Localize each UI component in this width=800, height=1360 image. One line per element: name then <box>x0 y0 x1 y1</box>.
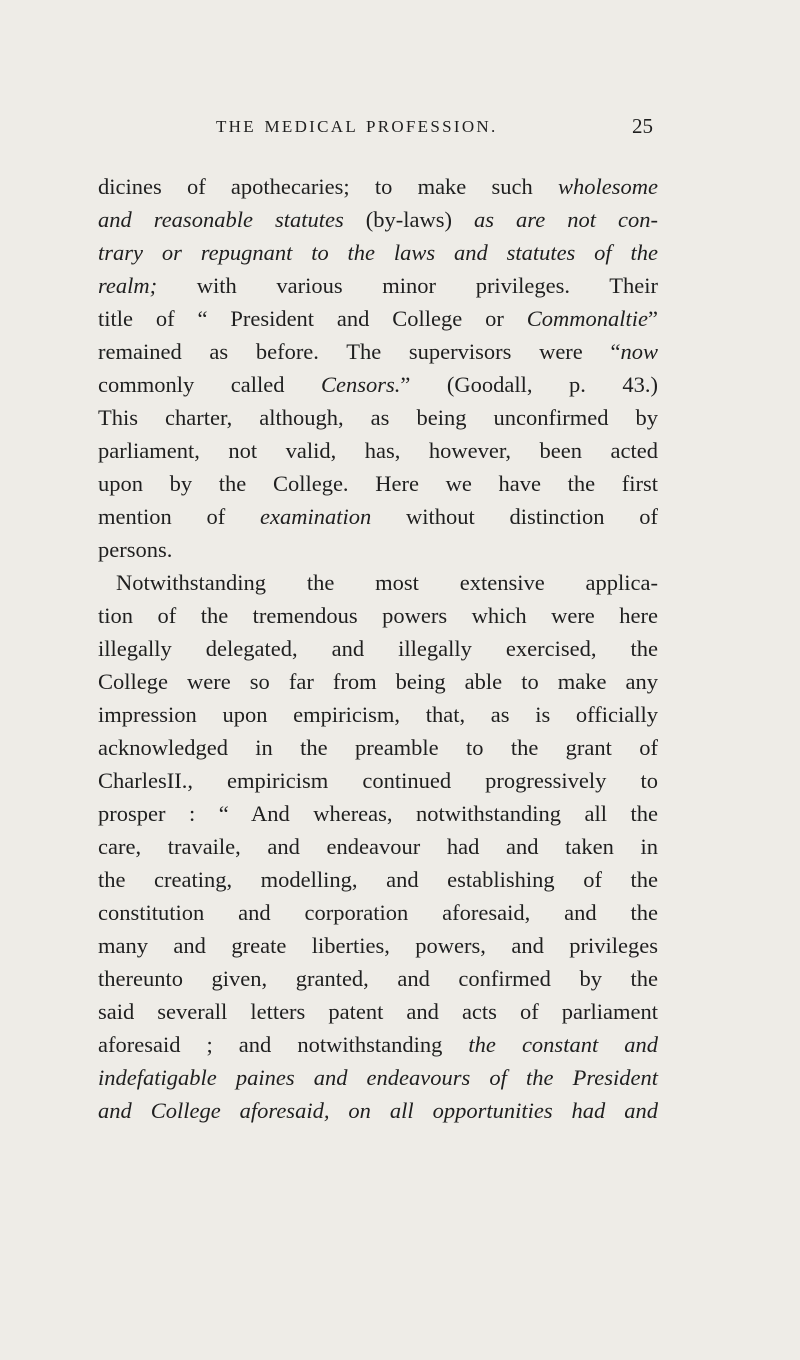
text-line: mention of examination without distinction of <box>98 504 658 529</box>
text-line: the creating, modelling, and establishing of the <box>98 867 658 892</box>
running-title: THE MEDICAL PROFESSION. <box>216 117 498 136</box>
text-line: tion of the tremendous powers which were here <box>98 603 658 628</box>
text-line: many and greate liberties, powers, and privileges <box>98 933 658 958</box>
text-line: upon by the College. Here we have the first <box>98 471 658 496</box>
text-line: commonly called Censors.” (Goodall, p. 43.) <box>98 372 658 397</box>
running-head <box>98 115 653 145</box>
text-line: acknowledged in the preamble to the grant of <box>98 735 658 760</box>
text-line: constitution and corporation aforesaid, and the <box>98 900 658 925</box>
text-line: illegally delegated, and illegally exercised, the <box>98 636 658 661</box>
text-line: CharlesII., empiricism continued progressively to <box>98 768 658 793</box>
page-number: 25 <box>632 114 653 138</box>
text-line: realm; with various minor privileges. Their <box>98 273 658 298</box>
text-line: and reasonable statutes (by-laws) as are not con- <box>98 207 658 232</box>
text-line: title of “ President and College or Commonaltie” <box>98 306 658 331</box>
text-line: remained as before. The supervisors were “now <box>98 339 658 364</box>
text-line: indefatigable paines and endeavours of the President <box>98 1065 658 1090</box>
text-line: impression upon empiricism, that, as is officially <box>98 702 658 727</box>
text-line: said severall letters patent and acts of parliament <box>98 999 658 1024</box>
text-line: This charter, although, as being unconfirmed by <box>98 405 658 430</box>
text-line: aforesaid ; and notwithstanding the constant and <box>98 1032 658 1057</box>
body-text <box>98 170 658 1127</box>
text-line: Notwithstanding the most extensive applica- <box>116 570 658 595</box>
text-line: College were so far from being able to make any <box>98 669 658 694</box>
text-line: dicines of apothecaries; to make such wholesome <box>98 174 658 199</box>
text-line: thereunto given, granted, and confirmed by the <box>98 966 658 991</box>
text-line: and College aforesaid, on all opportunities had and <box>98 1098 658 1123</box>
text-line: trary or repugnant to the laws and statutes of the <box>98 240 658 265</box>
text-line: care, travaile, and endeavour had and taken in <box>98 834 658 859</box>
text-line: prosper : “ And whereas, notwithstanding all the <box>98 801 658 826</box>
text-line: persons. <box>98 537 173 562</box>
text-line: parliament, not valid, has, however, been acted <box>98 438 658 463</box>
